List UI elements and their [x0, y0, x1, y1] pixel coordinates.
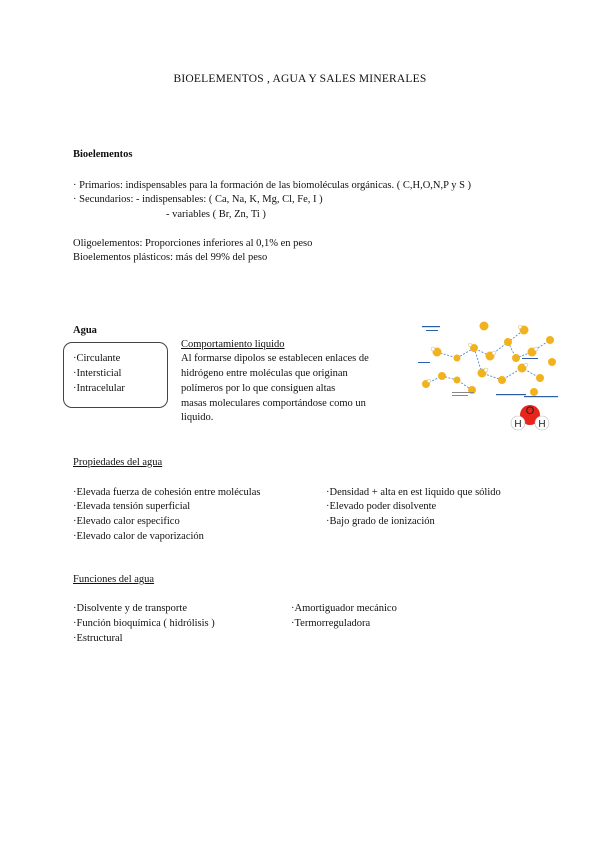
- propiedades-heading: Propiedades del agua: [73, 457, 163, 468]
- funcion-item: ·Amortiguador mecánico: [291, 603, 397, 614]
- funcion-item: ·Estructural: [73, 633, 123, 644]
- agua-circulante: ·Circulante: [73, 353, 121, 364]
- propiedad-item: ·Elevada fuerza de cohesión entre moléculas: [73, 487, 261, 498]
- oxygen-label: O: [525, 405, 535, 417]
- water-polymer-illustration: [412, 318, 562, 410]
- comportamiento-heading: Comportamiento liquido: [181, 339, 285, 350]
- primarios-line: · Primarios: indispensables para la formación de las biomoléculas orgánicas. ( C,H,O,N,P y S ): [73, 180, 472, 191]
- water-molecule-icon: [508, 402, 552, 434]
- plasticos-line: Bioelementos plásticos: más del 99% del peso: [73, 252, 268, 263]
- agua-intersticial: ·Intersticial: [73, 368, 122, 379]
- propiedad-item: ·Elevada tensión superficial: [73, 501, 191, 512]
- funcion-item: ·Función bioquímica ( hidrólisis ): [73, 618, 215, 629]
- propiedad-item: ·Bajo grado de ionización: [326, 516, 435, 527]
- secundarios-line: · Secundarios: - indispensables: ( Ca, Na, K, Mg, Cl, Fe, I ): [73, 194, 323, 205]
- propiedad-item: ·Elevado poder disolvente: [326, 501, 437, 512]
- variables-line: - variables ( Br, Zn, Ti ): [166, 209, 266, 220]
- propiedad-item: ·Elevado calor de vaporización: [73, 531, 204, 542]
- comportamiento-line: liquido.: [181, 412, 214, 423]
- propiedad-item: ·Elevado calor especifico: [73, 516, 180, 527]
- funcion-item: ·Disolvente y de transporte: [73, 603, 188, 614]
- agua-heading: Agua: [73, 325, 97, 336]
- hydrogen-label: H: [514, 419, 522, 430]
- comportamiento-line: Al formarse dipolos se establecen enlaces de: [181, 353, 369, 364]
- funcion-item: ·Termorreguladora: [291, 618, 371, 629]
- oligoelementos-line: Oligoelementos: Proporciones inferiores al 0,1% en peso: [73, 238, 313, 249]
- page-title: BIOELEMENTOS , AGUA Y SALES MINERALES: [173, 73, 427, 85]
- propiedad-item: ·Densidad + alta en est liquido que sólido: [326, 487, 501, 498]
- comportamiento-line: polímeros por lo que consiguen altas: [181, 383, 336, 394]
- hydrogen-label: H: [538, 419, 546, 430]
- comportamiento-line: hidrógeno entre moléculas que originan: [181, 368, 348, 379]
- comportamiento-line: masas moleculares comportándose como un: [181, 398, 366, 409]
- funciones-heading: Funciones del agua: [73, 574, 155, 585]
- agua-intracelular: ·Intracelular: [73, 383, 125, 394]
- bioelementos-heading: Bioelementos: [73, 149, 133, 160]
